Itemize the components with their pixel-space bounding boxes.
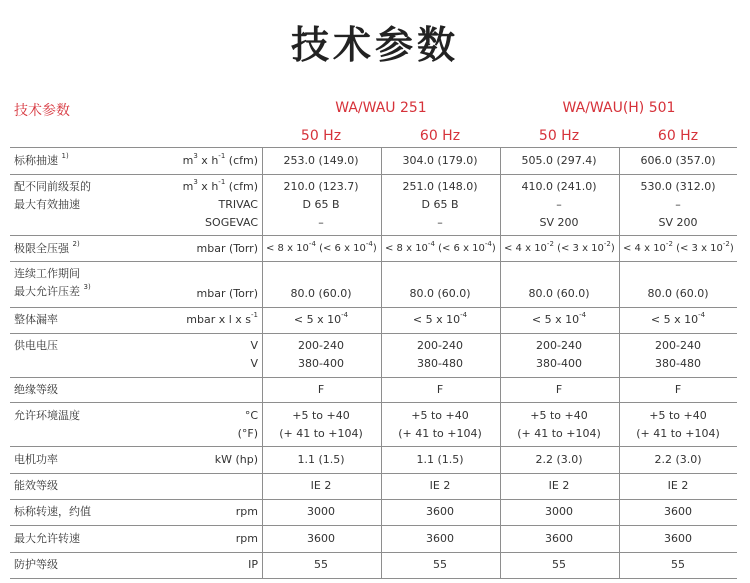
table-cell: +5 to +40 <box>411 409 469 422</box>
table-cell: 251.0 (148.0) <box>402 180 478 193</box>
table-cell: 3600 <box>664 505 692 518</box>
model-1-header: WA/WAU 251 <box>335 100 427 116</box>
table-cell: 200-240 <box>655 339 701 352</box>
table-cell: 80.0 (60.0) <box>528 287 590 300</box>
table-cell: 3000 <box>307 505 335 518</box>
row-label: 电机功率 <box>14 453 58 466</box>
table-cell: (+ 41 to +104) <box>636 427 720 440</box>
rule <box>10 552 737 553</box>
table-cell: 606.0 (357.0) <box>640 154 716 167</box>
table-cell: < 5 x $10^{-4}$ <box>531 311 587 326</box>
row-label: 防护等级 <box>14 558 58 571</box>
row-unit: V <box>250 339 258 352</box>
table-cell: D 65 B <box>421 198 459 211</box>
table-cell: +5 to +40 <box>530 409 588 422</box>
table-cell: 380-480 <box>417 357 463 370</box>
row-label: 能效等级 <box>14 479 58 492</box>
row-label: 最大允许压差 $^{3)}$ <box>14 283 91 298</box>
table-cell: D 65 B <box>302 198 340 211</box>
table-cell: 55 <box>552 558 566 571</box>
table-cell: IE 2 <box>548 479 570 492</box>
row-unit: °C <box>244 409 258 422</box>
table-cell: 410.0 (241.0) <box>521 180 597 193</box>
freq-2-header: 60 Hz <box>419 128 461 144</box>
rule <box>10 446 737 447</box>
row-label: 连续工作期间 <box>14 267 80 280</box>
table-cell: SV 200 <box>539 216 579 229</box>
rule <box>10 333 737 334</box>
column-divider <box>500 147 501 578</box>
table-cell: F <box>555 383 563 396</box>
table-cell: 2.2 (3.0) <box>654 453 702 466</box>
rule <box>10 261 737 262</box>
row-unit: IP <box>248 558 258 571</box>
table-cell: F <box>436 383 444 396</box>
table-cell: 3600 <box>426 532 454 545</box>
row-label: 绝缘等级 <box>14 383 58 396</box>
rule <box>10 235 737 236</box>
table-cell: – <box>318 216 324 229</box>
row-label: 最大有效抽速 <box>14 198 80 211</box>
table-cell: < 5 x $10^{-4}$ <box>293 311 349 326</box>
rule <box>10 377 737 378</box>
table-cell: 2.2 (3.0) <box>535 453 583 466</box>
table-cell: 304.0 (179.0) <box>402 154 478 167</box>
rule <box>10 499 737 500</box>
freq-3-header: 50 Hz <box>538 128 580 144</box>
table-cell: 1.1 (1.5) <box>416 453 464 466</box>
table-cell: 55 <box>433 558 447 571</box>
row-label: 整体漏率 <box>14 313 58 326</box>
table-cell: – <box>675 198 681 211</box>
row-unit: mbar (Torr) <box>196 242 258 255</box>
row-unit: mbar x l x $s^{-1}$ <box>186 311 258 326</box>
table-cell: 3600 <box>426 505 454 518</box>
row-label: 标称转速，约值 <box>14 505 91 518</box>
freq-4-header: 60 Hz <box>657 128 699 144</box>
rule <box>10 473 737 474</box>
table-cell: IE 2 <box>429 479 451 492</box>
row-label: 配不同前级泵的 <box>14 180 91 193</box>
row-unit: SOGEVAC <box>205 216 258 229</box>
rule <box>10 525 737 526</box>
table-cell: 505.0 (297.4) <box>521 154 597 167</box>
table-cell: 253.0 (149.0) <box>283 154 359 167</box>
row-unit: TRIVAC <box>218 198 258 211</box>
rule <box>10 174 737 175</box>
page-title: 技术参数 <box>290 23 459 67</box>
table-cell: 1.1 (1.5) <box>297 453 345 466</box>
table-cell: F <box>674 383 682 396</box>
row-unit: kW (hp) <box>214 453 258 466</box>
table-cell: IE 2 <box>310 479 332 492</box>
table-cell: < 8 x $10^{-4}$ (< 6 x $10^{-4}$) <box>385 239 496 254</box>
table-cell: – <box>556 198 562 211</box>
row-unit: (°F) <box>237 427 258 440</box>
section-label: 技术参数 <box>14 103 70 119</box>
row-label: 供电电压 <box>14 339 58 352</box>
row-unit: $m^3$ x $h^{-1}$ (cfm) <box>182 152 258 167</box>
table-cell: < 4 x $10^{-2}$ (< 3 x $10^{-2}$) <box>623 239 734 254</box>
table-cell: < 4 x $10^{-2}$ (< 3 x $10^{-2}$) <box>504 239 615 254</box>
table-cell: 380-480 <box>655 357 701 370</box>
table-cell: 210.0 (123.7) <box>283 180 359 193</box>
model-2-header: WA/WAU(H) 501 <box>562 100 676 116</box>
rule <box>10 578 737 579</box>
table-cell: – <box>437 216 443 229</box>
row-label: 极限全压强 $^{2)}$ <box>14 240 80 255</box>
table-cell: < 8 x $10^{-4}$ (< 6 x $10^{-4}$) <box>266 239 377 254</box>
table-cell: +5 to +40 <box>292 409 350 422</box>
column-divider <box>619 147 620 578</box>
table-cell: 200-240 <box>536 339 582 352</box>
table-cell: 380-400 <box>298 357 344 370</box>
table-cell: 380-400 <box>536 357 582 370</box>
table-cell: (+ 41 to +104) <box>398 427 482 440</box>
row-label: 允许环境温度 <box>14 409 80 422</box>
row-unit: V <box>250 357 258 370</box>
table-cell: F <box>317 383 325 396</box>
table-cell: IE 2 <box>667 479 689 492</box>
table-cell: (+ 41 to +104) <box>279 427 363 440</box>
rule <box>10 402 737 403</box>
column-divider <box>262 147 263 578</box>
table-cell: < 5 x $10^{-4}$ <box>650 311 706 326</box>
rule <box>10 147 737 148</box>
table-cell: 55 <box>314 558 328 571</box>
row-unit: rpm <box>235 505 258 518</box>
table-cell: 80.0 (60.0) <box>290 287 352 300</box>
table-cell: 3600 <box>664 532 692 545</box>
table-cell: +5 to +40 <box>649 409 707 422</box>
rule <box>10 307 737 308</box>
table-cell: SV 200 <box>658 216 698 229</box>
row-unit: mbar (Torr) <box>196 287 258 300</box>
table-cell: < 5 x $10^{-4}$ <box>412 311 468 326</box>
table-cell: 80.0 (60.0) <box>647 287 709 300</box>
column-divider <box>381 147 382 578</box>
table-cell: 200-240 <box>298 339 344 352</box>
table-cell: 80.0 (60.0) <box>409 287 471 300</box>
table-cell: 3600 <box>545 532 573 545</box>
row-label: 最大允许转速 <box>14 532 80 545</box>
table-cell: (+ 41 to +104) <box>517 427 601 440</box>
table-cell: 3600 <box>307 532 335 545</box>
row-label: 标称抽速 $^{1)}$ <box>14 152 69 167</box>
row-unit: $m^3$ x $h^{-1}$ (cfm) <box>182 178 258 193</box>
table-cell: 530.0 (312.0) <box>640 180 716 193</box>
table-cell: 200-240 <box>417 339 463 352</box>
table-cell: 3000 <box>545 505 573 518</box>
freq-1-header: 50 Hz <box>300 128 342 144</box>
table-cell: 55 <box>671 558 685 571</box>
row-unit: rpm <box>235 532 258 545</box>
